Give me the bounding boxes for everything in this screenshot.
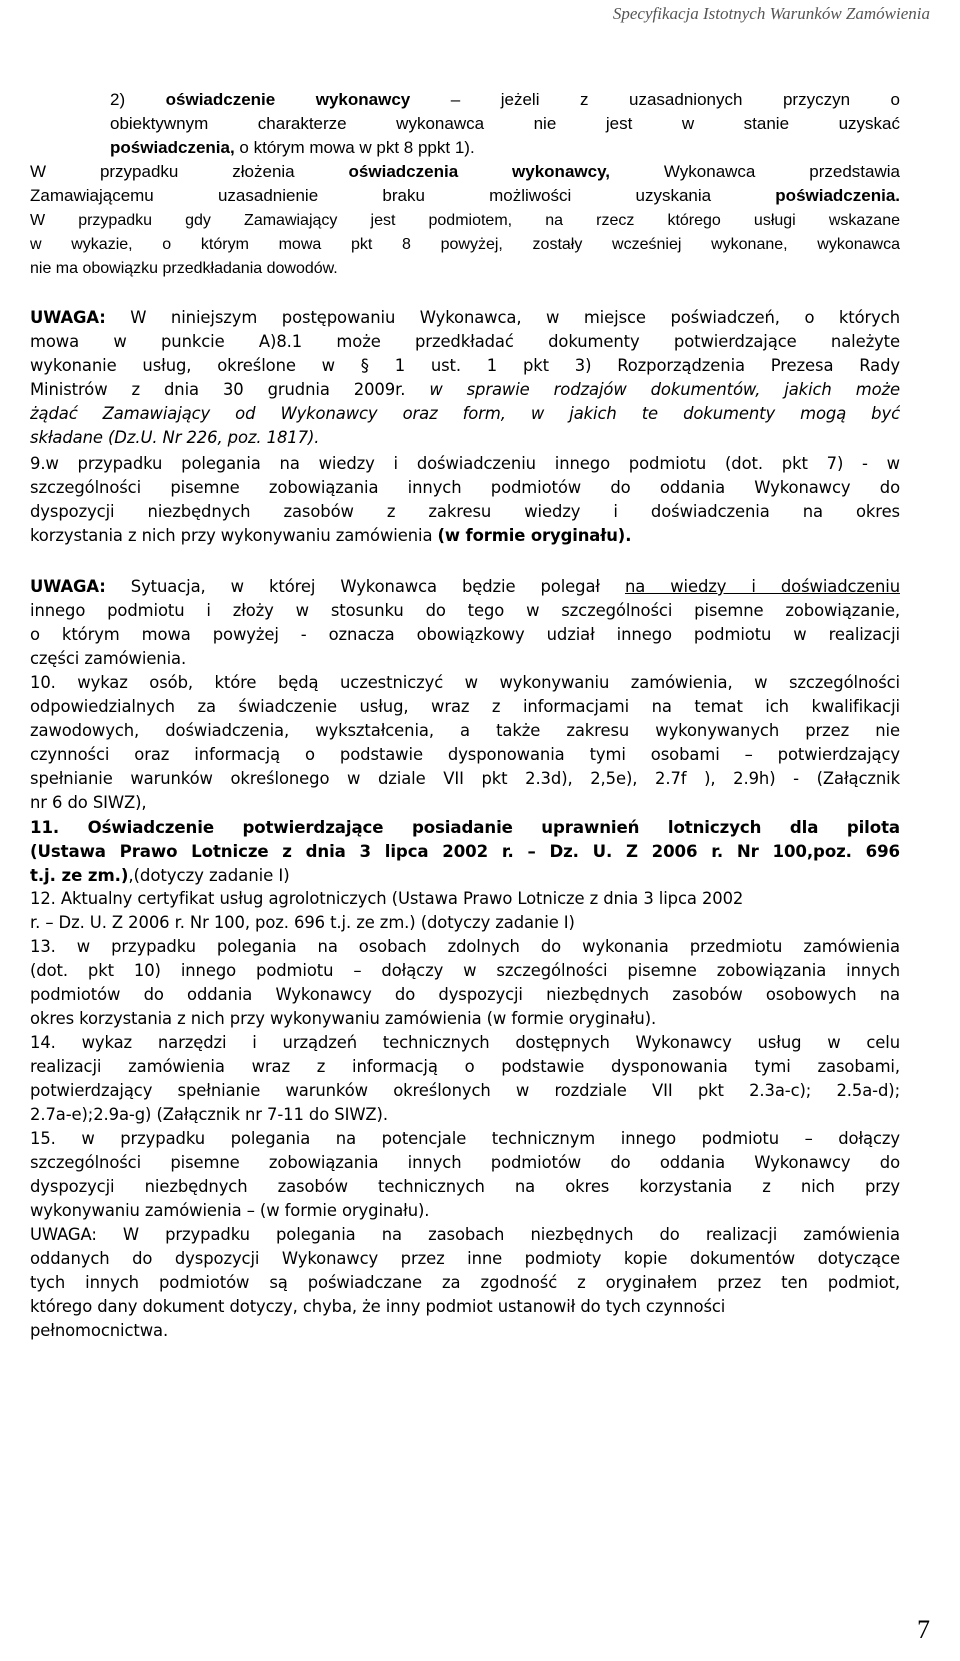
running-header: Specyfikacja Istotnych Warunków Zamówienia	[612, 4, 930, 23]
page-number: 7	[917, 1615, 930, 1644]
uwaga-note-1: UWAGA: W niniejszym postępowaniu Wykonawca, w miejsce poświadczeń, o których mowa w punkcie A)8.1 może przedkładać dokumenty potwierdzające należyte wykonanie usług, określone w § 1 ust. 1 pkt 3) Rozporządzenia Prezesa Rady Ministrów z dnia 30 grudnia 2009r. w sprawie rodzajów dokumentów, jakich może żądać Zamawiający od Wykonawcy oraz form, w jakich te dokumenty mogą być składane (Dz.U. Nr 226, poz. 1817).	[30, 308, 900, 447]
item-13-paragraph: 13. w przypadku polegania na osobach zdolnych do wykonania przedmiotu zamówienia (dot. pkt 10) innego podmiotu – dołączy w szczególności pisemne zobowiązania innych podmiotów do oddania Wykonawcy do dyspozycji niezbędnych zasobów osobowych na okres korzystania z nich przy wykonywaniu zamówienia (w formie oryginału).	[30, 937, 900, 1028]
item-10-paragraph: 10. wykaz osób, które będą uczestniczyć w wykonywaniu zamówienia, w szczególności odpowiedzialnych za świadczenie usług, wraz z informacjami na temat ich kwalifikacji zawodowych, doświadczenia, wykształcenia, a także zakresu wykonywanych przez nie czynności oraz informacją o podstawie dysponowania tymi osobami – potwierdzający spełnianie warunków określonego w dziale VII pkt 2.3d), 2,5e), 2.7f ), 2.9h) - (Załącznik nr 6 do SIWZ),	[30, 673, 900, 812]
uwaga-note-2: UWAGA: Sytuacja, w której Wykonawca będzie polegał na wiedzy i doświadczeniu innego podmiotu i złoży w stosunku do tego w szczególności pisemne zobowiązanie, o którym mowa powyżej - oznacza obowiązkowy udział innego podmiotu w realizacji części zamówienia.	[30, 577, 900, 668]
item-12-paragraph: 12. Aktualny certyfikat usług agrolotniczych (Ustawa Prawo Lotnicze z dnia 3 lipca 2002 r. – Dz. U. Z 2006 r. Nr 100, poz. 696 t.j. ze zm.) (dotyczy zadanie I)	[30, 889, 744, 932]
item-11-paragraph: 11. Oświadczenie potwierdzające posiadanie uprawnień lotniczych dla pilota (Ustawa Prawo Lotnicze z dnia 3 lipca 2002 r. – Dz. U. Z 2006 r. Nr 100,poz. 696 t.j. ze zm.),(dotyczy zadanie I)	[30, 818, 900, 885]
zamawiajacy-paragraph: W przypadku gdy Zamawiający jest podmiotem, na rzecz którego usługi wskazane w wykazie, o którym mowa pkt 8 powyżej, zostały wcześniej wykonane, wykonawca nie ma obowiązku przedkładania dowodów.	[30, 212, 900, 277]
item-2-paragraph: 2) oświadczenie wykonawcy – jeżeli z uzasadnionych przyczyn o obiektywnym charakterze wykonawca nie jest w stanie uzyskać poświadczenia, o którym mowa w pkt 8 ppkt 1).	[110, 90, 900, 157]
item-15-paragraph: 15. w przypadku polegania na potencjale technicznym innego podmiotu – dołączy szczególności pisemne zobowiązania innych podmiotów do oddania Wykonawcy do dyspozycji niezbędnych zasobów technicznych na okres korzystania z nich przy wykonywaniu zamówienia – (w formie oryginału).	[30, 1129, 900, 1220]
wykonawca-statement-paragraph: W przypadku złożenia oświadczenia wykonawcy, Wykonawca przedstawia Zamawiającemu uzasadnienie braku możliwości uzyskania poświadczenia.	[30, 162, 900, 205]
uwaga-note-3: UWAGA: W przypadku polegania na zasobach niezbędnych do realizacji zamówienia oddanych do dyspozycji Wykonawcy przez inne podmioty kopie dokumentów dotyczące tych innych podmiotów są poświadczane za zgodność z oryginałem przez ten podmiot, którego dany dokument dotyczy, chyba, że inny podmiot ustanowił do tych czynności pełnomocnictwa.	[30, 1225, 900, 1340]
item-9-paragraph: 9.w przypadku polegania na wiedzy i doświadczeniu innego podmiotu (dot. pkt 7) - w szczególności pisemne zobowiązania innych podmiotów do oddania Wykonawcy do dyspozycji niezbędnych zasobów z zakresu wiedzy i doświadczenia na okres korzystania z nich przy wykonywaniu zamówienia (w formie oryginału).	[30, 454, 900, 545]
item-14-paragraph: 14. wykaz narzędzi i urządzeń technicznych dostępnych Wykonawcy usług w celu realizacji zamówienia wraz z informacją o podstawie dysponowania tymi zasobami, potwierdzający spełnianie warunków określonych w rozdziale VII pkt 2.3a-c); 2.5a-d); 2.7a-e);2.9a-g) (Załącznik nr 7-11 do SIWZ).	[30, 1033, 900, 1124]
